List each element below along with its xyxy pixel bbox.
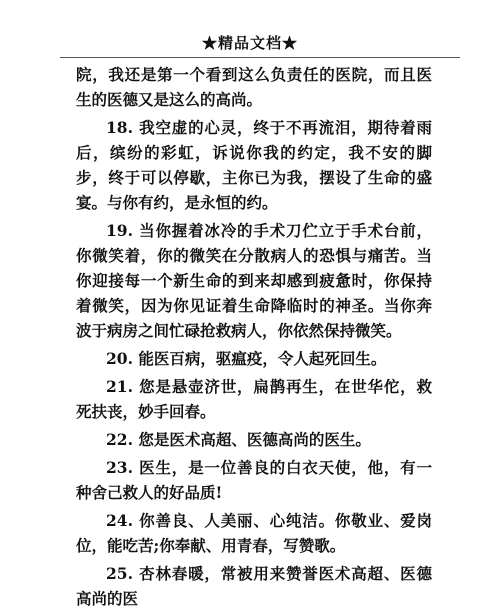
paragraph-item-20: 20. 能医百病，驱瘟疫，令人起死回生。 [106,349,387,368]
header-divider [60,57,460,58]
paragraph-item-21: 21. 您是悬壶济世，扁鹊再生，在世华佗，救死扶丧，妙手回春。 [76,377,432,421]
paragraph-item-18: 18. 我空虚的心灵，终于不再流泪，期待着雨后，缤纷的彩虹，诉说你我的约定，我不安的脚步，终于可以停歇，主你已为我，摆设了生命的盛宴。与你有约，是永恒的约。 [76,118,432,212]
page-header-title: ★精品文档★ [201,34,298,52]
paragraph-item-24: 24. 你善良、人美丽、心纯洁。你敬业、爱岗位，能吃苦;你奉献、用青春，写赞歌。 [76,511,432,555]
paragraph-continuation: 院，我还是第一个看到这么负责任的医院，而且医生的医德又是这么的高尚。 [76,65,432,109]
document-body [76,62,432,614]
paragraph-item-22: 22. 您是医术高超、医德高尚的医生。 [106,430,371,449]
paragraph-item-23: 23. 医生，是一位善良的白衣天使，他，有一种舍己救人的好品质! [76,458,432,502]
paragraph-item-25: 25. 杏林春暖，常被用来赞誉医术高超、医德高尚的医 [76,564,432,608]
paragraph-item-19: 19. 当你握着冰冷的手术刀伫立于手术台前，你微笑着，你的微笑在分散病人的恐惧与痛苦。当你迎接每一个新生命的到来却感到疲惫时，你保持着微笑，因为你见证着生命降临时的神圣。当你奔波于病房之间忙碌抢救病人，你依然保持微笑。 [76,221,432,340]
